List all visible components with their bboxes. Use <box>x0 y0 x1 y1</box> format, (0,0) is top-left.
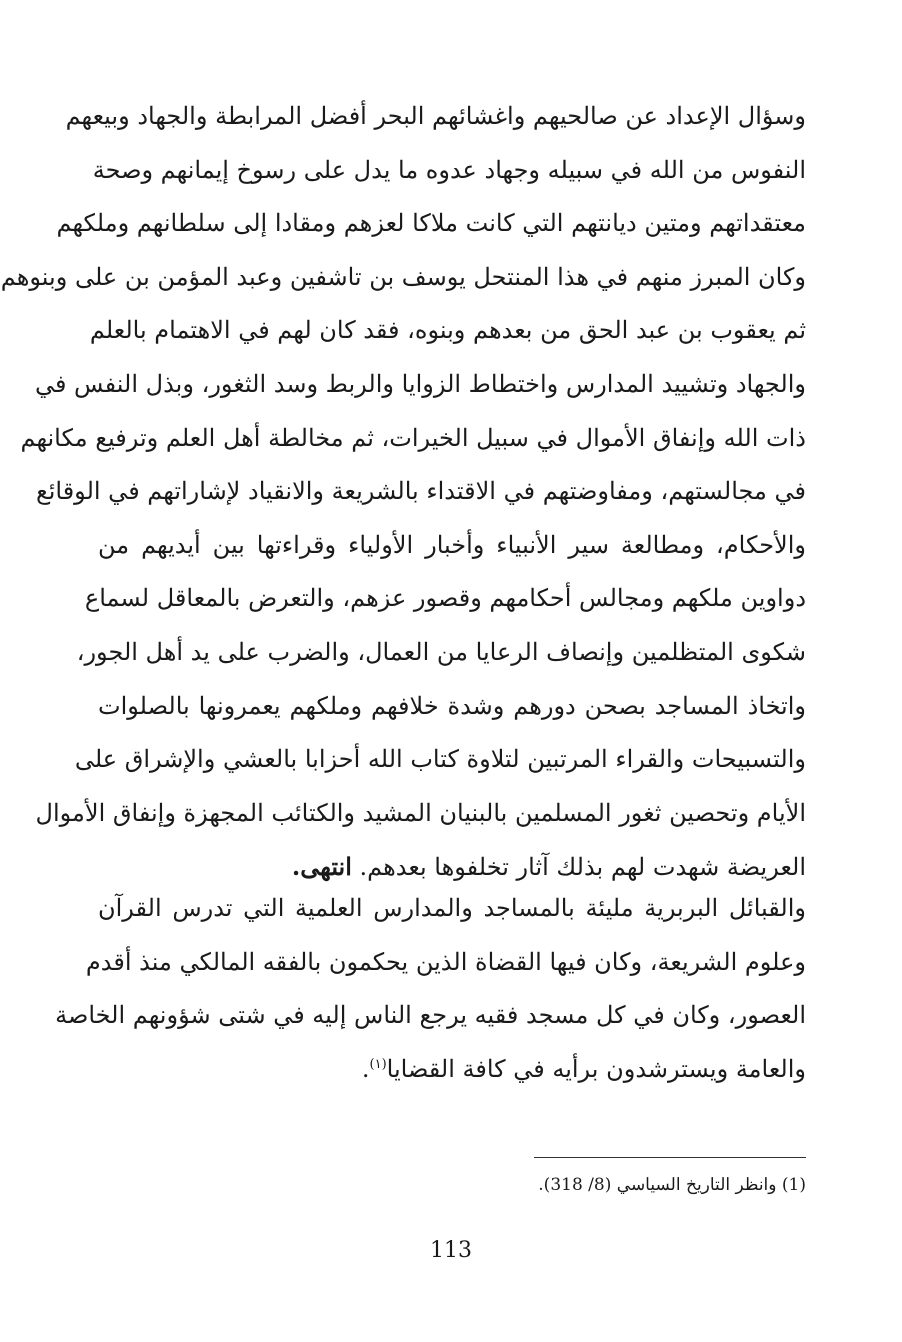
text-line: في مجالستهم، ومفاوضتهم في الاقتداء بالشريعة والانقياد لإشاراتهم في الوقائع <box>35 477 806 506</box>
text-line-last <box>98 1043 806 1097</box>
text-line: وعلوم الشريعة، وكان فيها القضاة الذين يحكمون بالفقه المالكي منذ أقدم <box>85 947 806 976</box>
line-text: العريضة شهدت لهم بذلك آثار تخلفوها بعدهم. <box>359 853 806 882</box>
text-line: وسؤال الإعداد عن صالحيهم واغشائهم البحر أفضل المرابطة والجهاد وبيعهم <box>65 102 806 130</box>
text-line: وكان المبرز منهم في هذا المنتحل يوسف بن تاشفين وعبد المؤمن بن على وبنوهم <box>0 262 806 291</box>
footnote-separator <box>534 1157 806 1158</box>
page-number: 113 <box>430 1238 472 1263</box>
paragraph-1 <box>0 90 806 894</box>
line-text: والعامة ويسترشدون برأيه في كافة القضايا <box>386 1054 806 1083</box>
text-line: شكوى المتظلمين وإنصاف الرعايا من العمال، والضرب على يد أهل الجور، <box>76 637 806 666</box>
text-line: معتقداتهم ومتين ديانتهم التي كانت ملاكا لعزهم ومقادا إلى سلطانهم وملكهم <box>56 209 806 238</box>
text-line: العصور، وكان في كل مسجد فقيه يرجع الناس إليه في شتى شؤونهم الخاصة <box>55 1001 806 1030</box>
text-line: والجهاد وتشييد المدارس واختطاط الزوايا والربط وسد الثغور، وبذل النفس في <box>34 369 806 398</box>
text-line: الأيام وتحصين ثغور المسلمين بالبنيان المشيد والكتائب المجهزة وإنفاق الأموال <box>35 798 806 827</box>
text-line: دواوين ملكهم ومجالس أحكامهم وقصور عزهم، والتعرض بالمعاقل لسماع <box>84 584 806 613</box>
paragraph-2 <box>55 882 806 1096</box>
text-line: ذات الله وإنفاق الأموال في سبيل الخيرات، ثم مخالطة أهل العلم وترفيع مكانهم <box>20 423 806 452</box>
text-line: والأحكام، ومطالعة سير الأنبياء وأخبار الأولياء وقراءتها بين أيديهم من <box>98 530 806 559</box>
footnote: (1) وانظر التاريخ السياسي (8/ 318). <box>538 1175 806 1195</box>
end-punctuation: . <box>361 1054 370 1083</box>
end-marker-bold: انتهى. <box>291 852 352 882</box>
text-line: ثم يعقوب بن عبد الحق من بعدهم وبنوه، فقد كان لهم في الاهتمام بالعلم <box>89 316 806 345</box>
text-line: والتسبيحات والقراء المرتبين لتلاوة كتاب الله أحزابا بالعشي والإشراق على <box>74 745 806 774</box>
text-line: والقبائل البربرية مليئة بالمساجد والمدارس العلمية التي تدرس القرآن <box>98 894 806 922</box>
text-line: النفوس من الله في سبيله وجهاد عدوه ما يدل على رسوخ إيمانهم وصحة <box>92 155 806 184</box>
text-line: واتخاذ المساجد بصحن دورهم وشدة خلافهم وملكهم يعمرونها بالصلوات <box>98 691 806 720</box>
footnote-marker[interactable]: (١) <box>369 1056 387 1072</box>
